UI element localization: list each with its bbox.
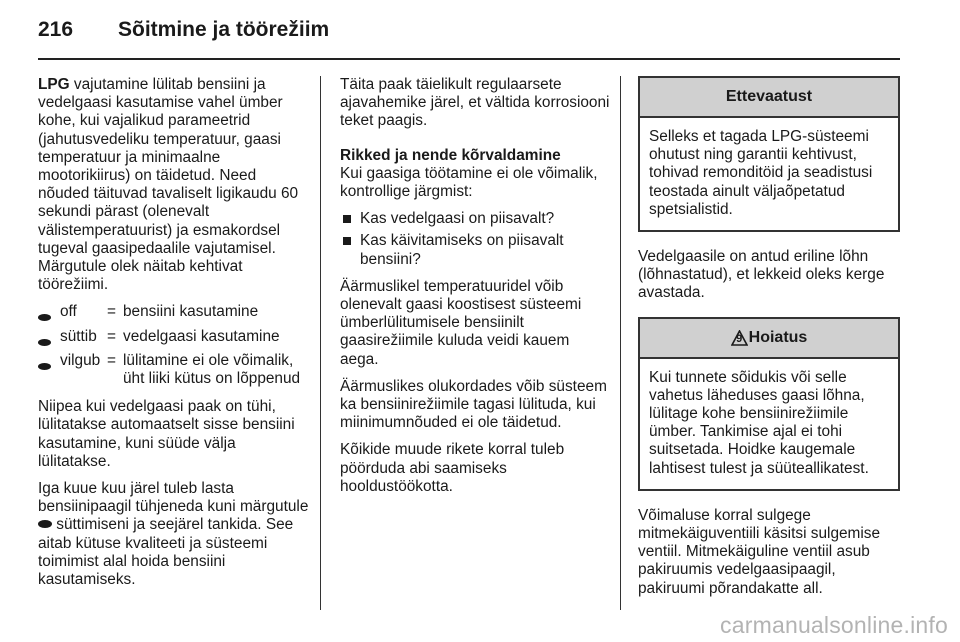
bullet-square-icon xyxy=(343,237,351,245)
mode-desc: lülitamine ei ole võimalik, üht liiki kütus on lõppenud xyxy=(123,351,301,388)
check-list xyxy=(340,210,610,269)
mode-desc: bensiini kasutamine xyxy=(123,303,259,321)
mode-name: süttib xyxy=(60,327,97,345)
warning-text: Kui tunnete sõidukis või selle vahetus läheduses gaasi lõhna, lülitage kohe bensiinirežiimile ümber. Tankimise ajal ei tohi suitsetada. Hoidke kaugemale lahtisest tulest ja süüteallikatest. xyxy=(649,368,869,477)
lpg-text: vajutamine lülitab bensiini ja vedelgaasi kasutamise vahel ümber kohe, kui vajalikud parameetrid (jahutusvedeliku temperatuur, gaasi temperatuur ja minimaalne mootorikiirus) on täidetud. Need nõuded täituvad tavaliselt ligikaudu 60 sekundi pärast (olenevalt välistemperatuurist) ja esmakordsel tugeval gaasipedaalile vajutamisel. Märgutule olek näitab kehtivat töörežiimi. xyxy=(38,76,299,294)
mode-name: off xyxy=(60,303,77,321)
bullet-square-icon xyxy=(343,215,351,223)
mode-name: vilgub xyxy=(60,351,101,369)
column-divider-1 xyxy=(320,76,321,610)
warning-title: Hoiatus xyxy=(748,328,808,346)
extreme-temp-paragraph: Äärmuslikel temperatuuridel võib olenevalt gaasi koostisest süsteemi ümberlülitumisele bensiinilt gaasirežiimile kuluda veidi kauem aega. xyxy=(340,277,582,368)
caution-box xyxy=(638,76,900,232)
caution-title: Ettevaatust xyxy=(640,78,898,118)
extreme-situations-paragraph: Äärmuslikes olukordades võib süsteem ka bensiinirežiimile tagasi lülituda, kui miinimumnõuded ei ole täidetud. xyxy=(340,377,607,432)
column-3 xyxy=(638,76,900,607)
list-item xyxy=(340,210,610,228)
caution-text: Selleks et tagada LPG-süsteemi ohutust ning garantii kehtivust, tohivad remonditöid ja seadistusi teostada ainult väljaõpetatud spetsialistid. xyxy=(649,128,873,218)
page-title: Sõitmine ja töörežiim xyxy=(118,18,330,41)
column-1 xyxy=(38,76,310,598)
fill-tank-paragraph: Täita paak täielikult regulaarsete ajavahemike järel, et vältida korrosiooni teket paagis. xyxy=(340,76,610,130)
warning-header xyxy=(640,319,898,359)
check-text: Kas vedelgaasi on piisavalt? xyxy=(360,210,555,228)
odorant-paragraph: Vedelgaasile on antud eriline lõhn (lõhnastatud), et lekkeid oleks kerge avastada. xyxy=(638,248,885,302)
six-month-text-2: süttimiseni ja seejärel tankida. See aitab kütuse kvaliteeti ja süsteemi toimimist alal hoida bensiini kasutamiseks. xyxy=(38,516,294,589)
mode-eq: = xyxy=(107,327,116,345)
mode-eq: = xyxy=(107,303,116,321)
mode-desc: vedelgaasi kasutamine xyxy=(123,327,280,345)
header-rule xyxy=(38,58,900,60)
page-number: 216 xyxy=(38,18,74,41)
list-item xyxy=(340,232,610,268)
indicator-led-icon xyxy=(38,339,51,346)
indicator-led-icon xyxy=(38,520,52,528)
indicator-modes-table xyxy=(38,303,310,389)
page-header xyxy=(0,0,960,62)
mode-row xyxy=(38,352,310,389)
warning-triangle-icon xyxy=(731,330,748,346)
six-month-paragraph xyxy=(38,480,310,589)
indicator-led-icon xyxy=(38,363,51,370)
watermark: carmanualsonline.info xyxy=(720,612,948,638)
lpg-lead: LPG xyxy=(38,76,70,93)
troubleshooting-intro: Kui gaasiga töötamine ei ole võimalik, kontrollige järgmist: xyxy=(340,164,598,201)
mode-eq: = xyxy=(107,351,116,369)
troubleshooting-heading: Rikked ja nende kõrvaldamine xyxy=(340,146,561,164)
column-2 xyxy=(340,76,610,505)
check-text: Kas käivitamiseks on piisavalt bensiini? xyxy=(360,232,564,268)
valve-paragraph: Võimaluse korral sulgege mitmekäiguventiili käsitsi sulgemise ventiil. Mitmekäiguline ventiil asub pakiruumis vedelgaasipaagil, pakiruumi põrandakatte all. xyxy=(638,506,881,597)
column-divider-2 xyxy=(620,76,621,610)
mode-row xyxy=(38,328,310,352)
empty-tank-paragraph: Niipea kui vedelgaasi paak on tühi, lülitatakse automaatselt sisse bensiini kasutamine, kuni süüde välja lülitatakse. xyxy=(38,398,295,470)
six-month-text-1: Iga kuue kuu järel tuleb lasta bensiinipaagil tühjeneda kuni märgutule xyxy=(38,480,309,516)
warning-box xyxy=(638,317,900,491)
mode-row xyxy=(38,303,310,327)
warning-number: 9 xyxy=(736,332,743,345)
indicator-led-icon xyxy=(38,314,51,321)
lpg-paragraph xyxy=(38,76,310,294)
workshop-paragraph: Kõikide muude rikete korral tuleb pöörduda abi saamiseks hooldustöökotta. xyxy=(340,441,565,495)
